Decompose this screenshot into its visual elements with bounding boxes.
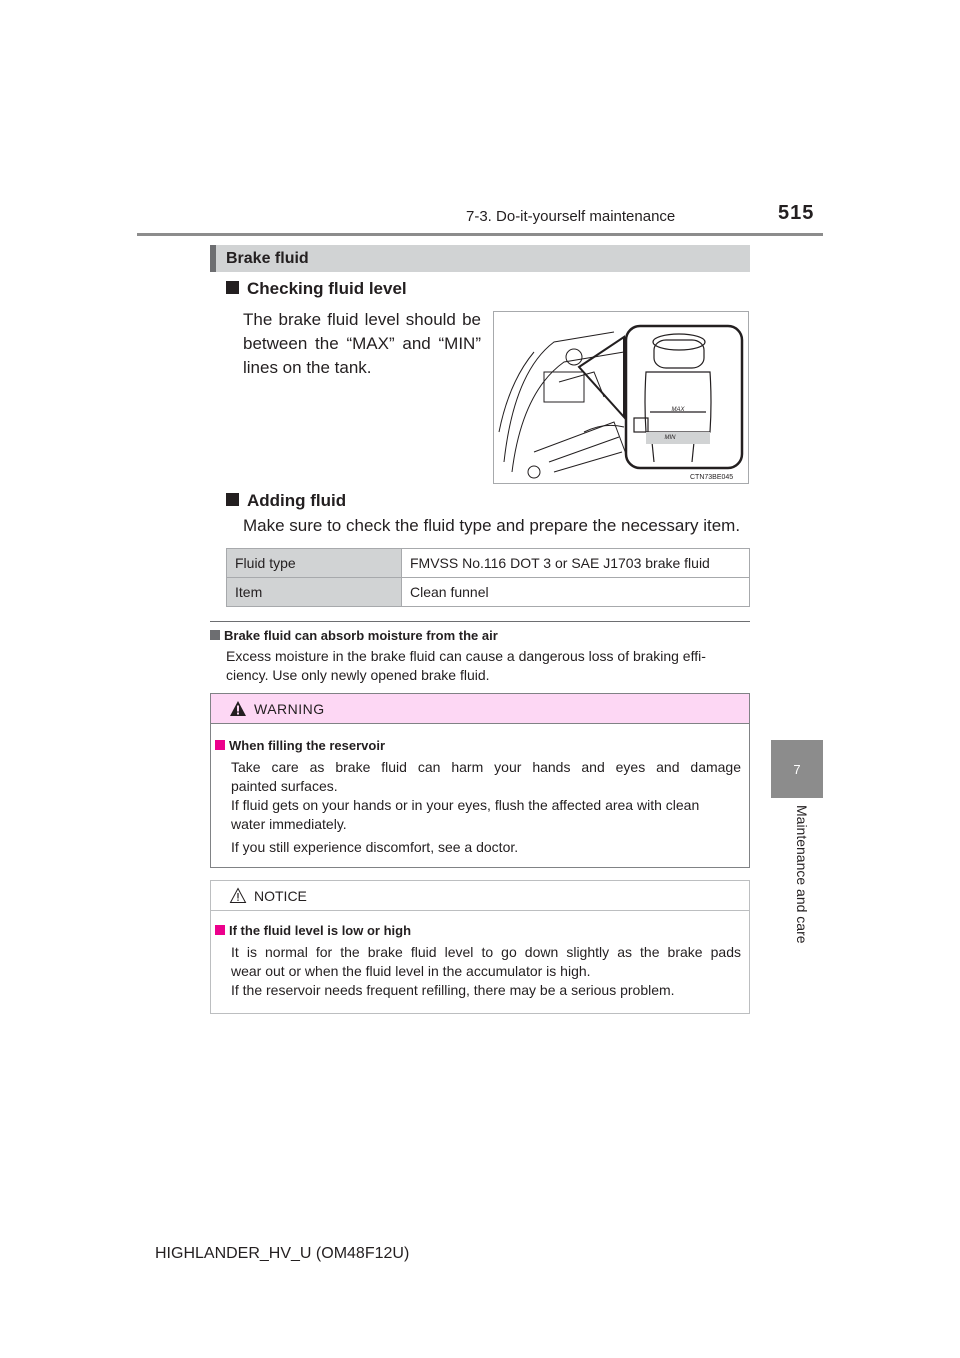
- notice-line: If the reservoir needs frequent refilling, there may be a serious problem.: [231, 982, 675, 998]
- moisture-line: Excess moisture in the brake fluid can cause a dangerous loss of braking effi-: [226, 648, 706, 664]
- notice-box: [210, 880, 750, 1014]
- moisture-text: [226, 647, 706, 685]
- checking-heading: [226, 279, 407, 299]
- square-bullet-icon: [210, 630, 220, 640]
- brake-reservoir-illustration: [493, 311, 749, 484]
- max-label: MAX: [671, 407, 685, 413]
- adding-text: Make sure to check the fluid type and prepare the necessary item.: [243, 516, 741, 535]
- min-label: MIN: [664, 435, 676, 441]
- header-rule: [137, 233, 823, 236]
- chapter-tab-label: Maintenance and care: [794, 805, 810, 944]
- notice-line: It is normal for the brake fluid level to go down slightly as the brake pads: [231, 944, 741, 960]
- moisture-heading-text: Brake fluid can absorb moisture from the air: [224, 628, 498, 643]
- notice-heading-text: If the fluid level is low or high: [229, 923, 412, 938]
- adding-heading: [226, 491, 346, 511]
- warning-line: Take care as brake fluid can harm your hands and eyes and damage: [231, 759, 741, 775]
- adding-heading-text: Adding fluid: [247, 491, 347, 510]
- section-header: [210, 245, 750, 272]
- checking-line: lines on the tank.: [243, 358, 372, 377]
- caution-triangle-icon: [229, 887, 247, 904]
- warning-triangle-icon: [229, 700, 247, 717]
- notice-header: [211, 881, 749, 911]
- divider: [210, 621, 750, 622]
- spec-table: [226, 548, 750, 607]
- notice-line: wear out or when the fluid level in the accumulator is high.: [231, 963, 591, 979]
- warning-line: If you still experience discomfort, see a doctor.: [231, 839, 519, 855]
- warning-text: [231, 758, 741, 857]
- illustration-code: CTN73BE045: [690, 474, 734, 481]
- page-footer: HIGHLANDER_HV_U (OM48F12U): [155, 1245, 410, 1262]
- notice-heading: [215, 923, 411, 938]
- checking-line: The brake fluid level should be: [243, 310, 481, 329]
- table-key: Item: [227, 578, 402, 607]
- table-row: [227, 549, 750, 578]
- checking-heading-text: Checking fluid level: [247, 279, 407, 298]
- table-key: Fluid type: [227, 549, 402, 578]
- table-value: FMVSS No.116 DOT 3 or SAE J1703 brake fluid: [402, 549, 750, 578]
- moisture-heading: [210, 628, 498, 643]
- section-title: Brake fluid: [226, 250, 309, 267]
- chapter-number: 7: [793, 761, 801, 777]
- square-bullet-icon: [215, 740, 225, 750]
- page-number: 515: [778, 202, 815, 224]
- warning-line: If fluid gets on your hands or in your eyes, flush the affected area with clean: [231, 797, 700, 813]
- table-value: Clean funnel: [402, 578, 750, 607]
- warning-line: painted surfaces.: [231, 778, 338, 794]
- notice-title: NOTICE: [254, 888, 307, 904]
- square-bullet-icon: [226, 281, 239, 294]
- checking-line: between the “MAX” and “MIN”: [243, 334, 481, 353]
- moisture-line: ciency. Use only newly opened brake fluid.: [226, 667, 490, 683]
- warning-header: [211, 694, 749, 724]
- warning-heading: [215, 738, 385, 753]
- table-row: [227, 578, 750, 607]
- square-bullet-icon: [215, 925, 225, 935]
- warning-heading-text: When filling the reservoir: [229, 738, 386, 753]
- notice-text: [231, 943, 741, 1000]
- chapter-tab: [771, 740, 823, 798]
- checking-text: [243, 308, 481, 380]
- engine-bay-drawing: [494, 312, 748, 483]
- warning-title: WARNING: [254, 701, 325, 717]
- running-header-section: 7-3. Do-it-yourself maintenance: [466, 208, 676, 225]
- warning-box: [210, 693, 750, 868]
- square-bullet-icon: [226, 493, 239, 506]
- warning-line: water immediately.: [231, 816, 347, 832]
